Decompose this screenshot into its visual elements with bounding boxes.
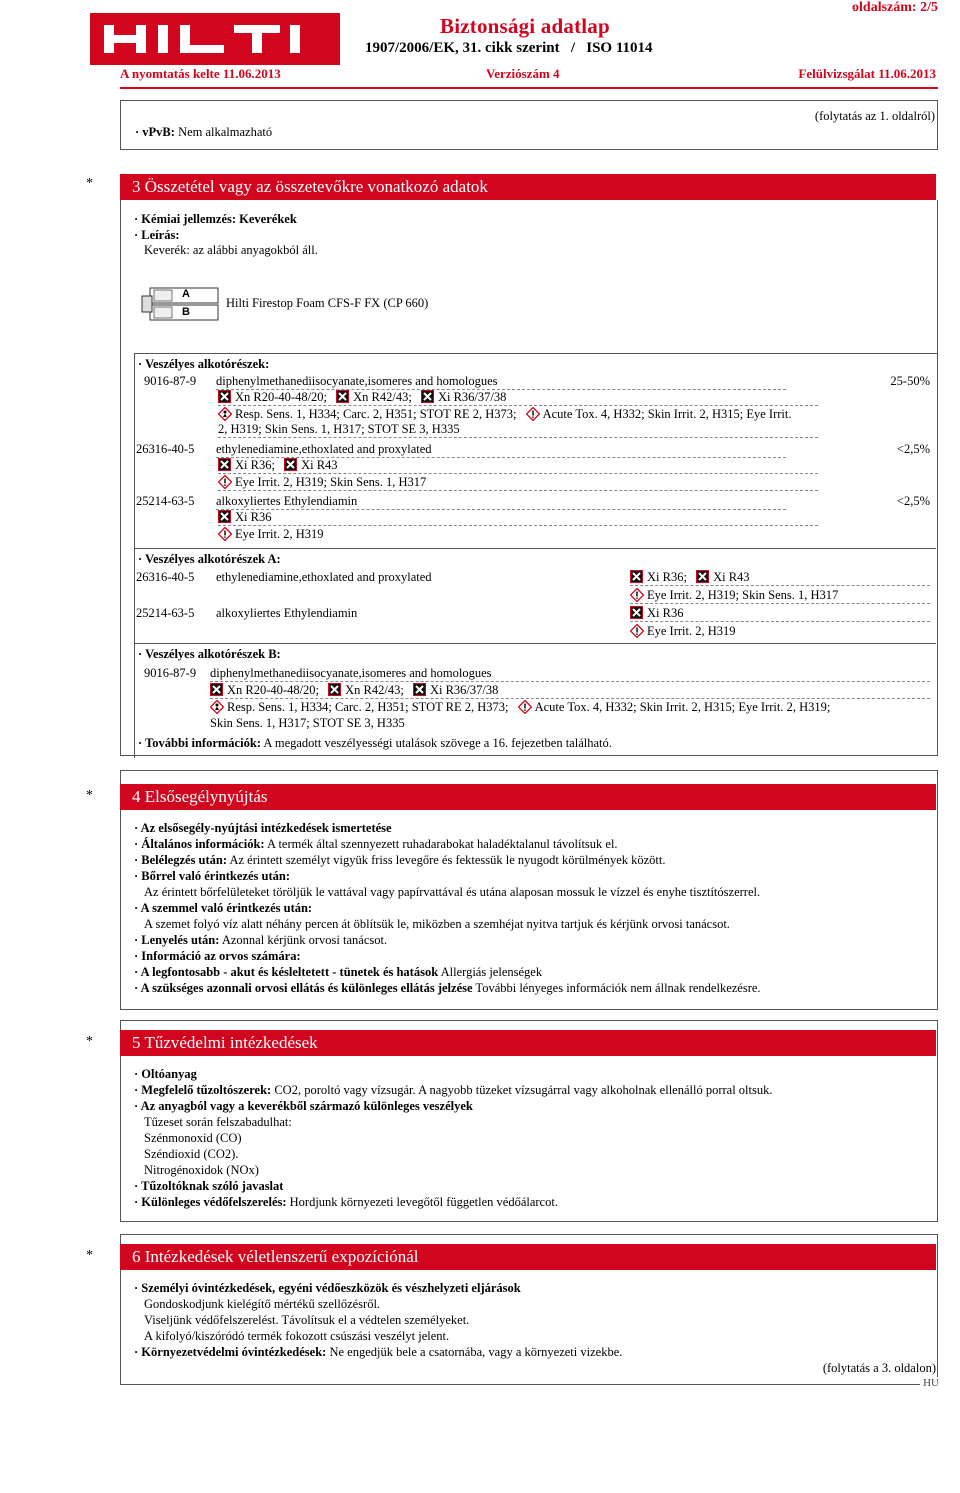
- hilti-logo: [90, 13, 340, 65]
- more-info-line: · További információk: A megadott veszélyességi utalások szövege a 16. fejezetben található.: [138, 736, 612, 750]
- description-value: Keverék: az alábbi anyagokból áll.: [144, 243, 318, 257]
- cas-number: 26316-40-5: [136, 442, 195, 456]
- continued-from: (folytatás az 1. oldalról): [814, 109, 935, 123]
- exclamation-mark-icon: [630, 624, 643, 637]
- substance-name: ethylenediamine,ethoxlated and proxylated: [216, 442, 786, 458]
- chem-characterization: · Kémiai jellemzés: Keverékek: [134, 212, 297, 226]
- continuation-box: [120, 100, 938, 150]
- harmful-x-icon: [336, 390, 349, 403]
- changed-marker: *: [86, 788, 93, 803]
- hazardous-label: · Veszélyes alkotórészek:: [138, 357, 270, 371]
- component-row: 9016-87-9 diphenylmethanediisocyanate,isomeres and homologues 25-50% Xn R20-40-48/20; Xn R42/43; Xi R36/37/38 Resp. Sens. 1, H334; Carc. 2, H351; STOT RE 2, H373; Acute Tox. 4, H332; Skin Irrit. 2, H315; Eye Irrit. 2, H319; Skin Sens. 1, H317; STOT SE 3, H335: [144, 374, 930, 436]
- print-date: A nyomtatás kelte 11.06.2013: [120, 66, 281, 81]
- changed-marker: *: [86, 176, 93, 191]
- exclamation-mark-icon: [526, 407, 539, 420]
- document-subtitle: 1907/2006/EK, 31. cikk szerint / ISO 11014: [365, 40, 653, 56]
- irritant-x-icon: [284, 458, 297, 471]
- substance-name: alkoxyliertes Ethylendiamin: [216, 494, 786, 510]
- product-name: Hilti Firestop Foam CFS-F FX (CP 660): [226, 296, 429, 310]
- harmful-x-icon: [210, 683, 223, 696]
- language-code: HU: [920, 1377, 942, 1389]
- component-b-row: 9016-87-9 diphenylmethanediisocyanate,isomeres and homologues Xn R20-40-48/20; Xn R42/43; Xi R36/37/38 Resp. Sens. 1, H334; Carc. 2, H351; STOT RE 2, H373; Acute Tox. 4, H332; Skin Irrit. 2, H315; Eye Irrit. 2, H319; Skin Sens. 1, H317; STOT SE 3, H335: [144, 666, 934, 732]
- continued-to: (folytatás a 3. oldalon): [822, 1361, 936, 1375]
- version: Verziószám 4: [486, 66, 560, 81]
- component-a-row: 26316-40-5 ethylenediamine,ethoxlated and proxylated Xi R36; Xi R43 Eye Irrit. 2, H319; Skin Sens. 1, H317: [136, 570, 934, 606]
- component-row: 25214-63-5 alkoxyliertes Ethylendiamin <2,5% Xi R36 Eye Irrit. 2, H319: [136, 494, 930, 541]
- description-label: · Leírás:: [134, 228, 180, 242]
- harmful-x-icon: [218, 390, 231, 403]
- exclamation-mark-icon: [218, 475, 231, 488]
- hazardous-a-label: · Veszélyes alkotórészek A:: [138, 552, 281, 566]
- irritant-x-icon: [218, 510, 231, 523]
- cas-number: 9016-87-9: [144, 374, 197, 388]
- substance-name: diphenylmethanediisocyanate,isomeres and homologues: [216, 374, 786, 390]
- exclamation-mark-icon: [630, 588, 643, 601]
- concentration: 25-50%: [890, 374, 930, 388]
- irritant-x-icon: [630, 570, 643, 583]
- section-4-title: 4 Elsősegélynyújtás: [120, 784, 936, 810]
- page-number: oldalszám: 2/5: [852, 0, 938, 15]
- irritant-x-icon: [630, 606, 643, 619]
- section-5-title: 5 Tűzvédelmi intézkedések: [120, 1030, 936, 1056]
- section-6-title: 6 Intézkedések véletlenszerű expozíciónál: [120, 1244, 936, 1270]
- component-a-row: 25214-63-5 alkoxyliertes Ethylendiamin Xi R36 Eye Irrit. 2, H319: [136, 606, 934, 642]
- changed-marker: *: [86, 1034, 93, 1049]
- section-3-title: 3 Összetétel vagy az összetevőkre vonatkozó adatok: [120, 174, 936, 200]
- hazardous-b-label: · Veszélyes alkotórészek B:: [138, 647, 281, 661]
- concentration: <2,5%: [896, 442, 930, 456]
- cas-number: 25214-63-5: [136, 494, 195, 508]
- exclamation-mark-icon: [218, 527, 231, 540]
- exclamation-mark-icon: [518, 700, 531, 713]
- irritant-x-icon: [421, 390, 434, 403]
- health-hazard-icon: [210, 700, 223, 713]
- irritant-x-icon: [218, 458, 231, 471]
- revision-date: Felülvizsgálat 11.06.2013: [798, 66, 936, 81]
- concentration: <2,5%: [896, 494, 930, 508]
- cartridge-icon: A B: [140, 286, 220, 322]
- health-hazard-icon: [218, 407, 231, 420]
- vpvb-line: · vPvB: Nem alkalmazható: [135, 125, 273, 139]
- changed-marker: *: [86, 1248, 93, 1263]
- header-info-row: [120, 66, 936, 84]
- harmful-x-icon: [328, 683, 341, 696]
- irritant-x-icon: [413, 683, 426, 696]
- header-divider: [120, 87, 938, 89]
- document-title: Biztonsági adatlap: [440, 14, 610, 38]
- component-row: 26316-40-5 ethylenediamine,ethoxlated and proxylated <2,5% Xi R36; Xi R43 Eye Irrit. 2, H319; Skin Sens. 1, H317: [136, 442, 930, 489]
- irritant-x-icon: [696, 570, 709, 583]
